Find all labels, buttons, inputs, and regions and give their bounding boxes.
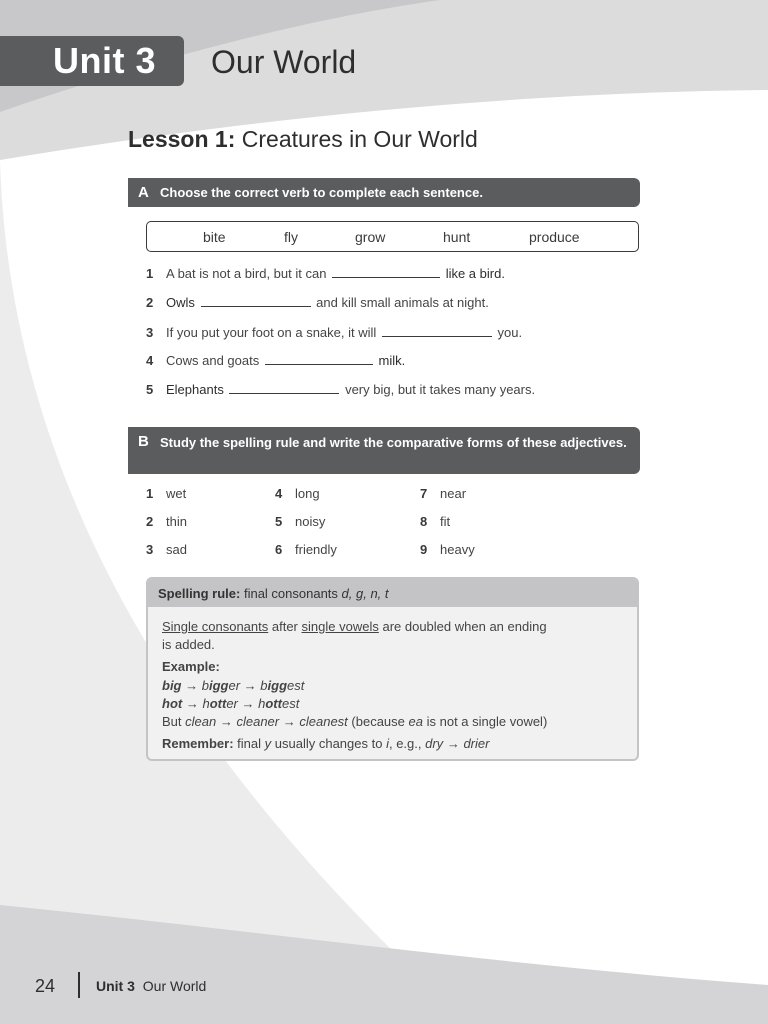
word-box — [146, 221, 639, 252]
remember-word: drier — [463, 736, 490, 751]
item-number: 4 — [275, 486, 283, 501]
example-word: b — [260, 678, 268, 693]
adjective-item — [275, 542, 337, 557]
sentence-item — [146, 382, 535, 397]
spelling-rule-box — [146, 577, 639, 761]
lesson-label: Lesson 1: — [128, 126, 236, 152]
sentence-before: Cows and goats — [166, 353, 260, 368]
sentence-after: like a bird. — [445, 266, 505, 281]
adjective-item — [275, 486, 320, 501]
adjective-item — [420, 486, 466, 501]
example-word: clean — [185, 714, 217, 729]
sentence-after: milk. — [378, 353, 406, 368]
answer-blank[interactable] — [265, 353, 373, 365]
example-word: hot — [162, 696, 183, 711]
item-number: 2 — [146, 295, 154, 310]
adjective-word: heavy — [440, 542, 475, 557]
adjective-word: thin — [166, 514, 187, 529]
example-word: er — [267, 714, 280, 729]
adjective-word: friendly — [295, 542, 337, 557]
item-number: 3 — [146, 325, 154, 340]
section-b-instruction: Study the spelling rule and write the comparative forms of these adjectives. — [160, 435, 627, 450]
rule-text: after — [271, 619, 298, 634]
section-a-header — [128, 178, 640, 207]
adjective-item — [275, 514, 325, 529]
footer-unit-label: Unit 3 — [96, 978, 135, 994]
example-word: h — [202, 696, 210, 711]
rule-term: single vowels — [301, 619, 379, 634]
remember-letter: y — [264, 736, 272, 751]
example-label: Example: — [162, 659, 220, 674]
example-word: ea — [408, 714, 423, 729]
item-number: 9 — [420, 542, 428, 557]
example-word: igg — [267, 678, 288, 693]
item-number: 5 — [146, 382, 154, 397]
section-a-letter: A — [138, 184, 149, 201]
example-word: b — [201, 678, 209, 693]
section-b-header — [128, 427, 640, 474]
sentence-before: A bat is not a bird, but it can — [166, 266, 327, 281]
footer-divider — [78, 972, 80, 998]
adjective-item — [420, 514, 450, 529]
example-word: big — [162, 678, 182, 693]
unit-title: Our World — [211, 44, 357, 80]
adjective-item — [146, 514, 187, 529]
word-option: grow — [355, 229, 386, 245]
footer-unit — [96, 978, 206, 994]
example-word: clean — [236, 714, 268, 729]
footer-unit-title: Our World — [142, 978, 207, 994]
rule-heading-letters: d, g, n, t — [341, 586, 389, 601]
sentence-item — [146, 295, 489, 310]
sentence-before: If you put your foot on a snake, it will — [166, 325, 377, 340]
arrow-icon: → — [243, 678, 257, 693]
adjective-item — [420, 542, 475, 557]
remember-text: final — [237, 736, 262, 751]
rule-term: Single consonants — [162, 619, 269, 634]
example-text: is not a single vowel) — [426, 714, 548, 729]
answer-blank[interactable] — [382, 325, 492, 337]
remember-letter: i — [386, 736, 389, 751]
section-b-letter: B — [138, 433, 149, 450]
example-word: ott — [209, 696, 227, 711]
remember-text: , e.g., — [388, 736, 422, 751]
adjective-item — [146, 486, 186, 501]
item-number: 5 — [275, 514, 283, 529]
adjective-word: long — [295, 486, 320, 501]
adjective-word: sad — [166, 542, 187, 557]
remember-label: Remember: — [162, 736, 234, 751]
item-number: 3 — [146, 542, 154, 557]
adjective-word: noisy — [295, 514, 326, 529]
sentence-item — [146, 325, 522, 340]
adjective-word: fit — [440, 514, 451, 529]
example-word: igg — [208, 678, 229, 693]
example-line — [162, 714, 547, 729]
item-number: 6 — [275, 542, 283, 557]
item-number: 1 — [146, 266, 154, 281]
remember-line — [162, 736, 489, 751]
rule-heading-label: Spelling rule: — [158, 586, 241, 601]
sentence-after: you. — [497, 325, 523, 340]
example-line — [162, 678, 304, 693]
arrow-icon: → — [185, 678, 199, 693]
arrow-icon: → — [219, 714, 233, 729]
item-number: 8 — [420, 514, 428, 529]
example-word: est — [281, 696, 300, 711]
section-a-instruction: Choose the correct verb to complete each sentence. — [160, 185, 483, 200]
item-number: 2 — [146, 514, 154, 529]
example-text: But — [162, 714, 182, 729]
example-text: (because — [351, 714, 405, 729]
sentence-after: and kill small animals at night. — [316, 295, 489, 310]
arrow-icon: → — [446, 736, 460, 751]
sentence-before: Elephants — [166, 382, 224, 397]
item-number: 1 — [146, 486, 154, 501]
unit-label: Unit 3 — [53, 40, 157, 81]
rule-text-line: is added. — [162, 637, 215, 652]
arrow-icon: → — [282, 714, 296, 729]
answer-blank[interactable] — [201, 295, 311, 307]
item-number: 4 — [146, 353, 154, 368]
example-word: clean — [299, 714, 331, 729]
lesson-title — [128, 126, 478, 153]
answer-blank[interactable] — [229, 382, 339, 394]
example-line — [162, 696, 299, 711]
arrow-icon: → — [241, 696, 255, 711]
remember-text: usually changes to — [274, 736, 383, 751]
sentence-after: very big, but it takes many years. — [345, 382, 536, 397]
rule-heading-text: final consonants — [243, 586, 338, 601]
lesson-name: Creatures in Our World — [241, 126, 478, 152]
word-option: fly — [284, 229, 298, 245]
sentence-before: Owls — [166, 295, 195, 310]
rule-text: are doubled when an ending — [382, 619, 547, 634]
page-number: 24 — [35, 976, 56, 996]
example-word: h — [258, 696, 266, 711]
example-word: er — [228, 678, 241, 693]
arrow-icon: → — [185, 696, 199, 711]
adjective-word: near — [440, 486, 467, 501]
unit-tab — [0, 36, 184, 86]
remember-word: dry — [425, 736, 444, 751]
item-number: 7 — [420, 486, 428, 501]
example-word: est — [287, 678, 305, 693]
spelling-rule-heading — [148, 579, 637, 607]
adjective-word: wet — [166, 486, 187, 501]
sentence-item — [146, 353, 405, 368]
example-word: ott — [265, 696, 282, 711]
word-option: hunt — [443, 229, 471, 245]
sentence-item — [146, 266, 505, 281]
word-option: bite — [203, 229, 226, 245]
example-word: est — [330, 714, 348, 729]
answer-blank[interactable] — [332, 266, 440, 278]
adjective-item — [146, 542, 187, 557]
example-word: er — [226, 696, 238, 711]
rule-text-line — [162, 619, 547, 634]
word-option: produce — [529, 229, 580, 245]
